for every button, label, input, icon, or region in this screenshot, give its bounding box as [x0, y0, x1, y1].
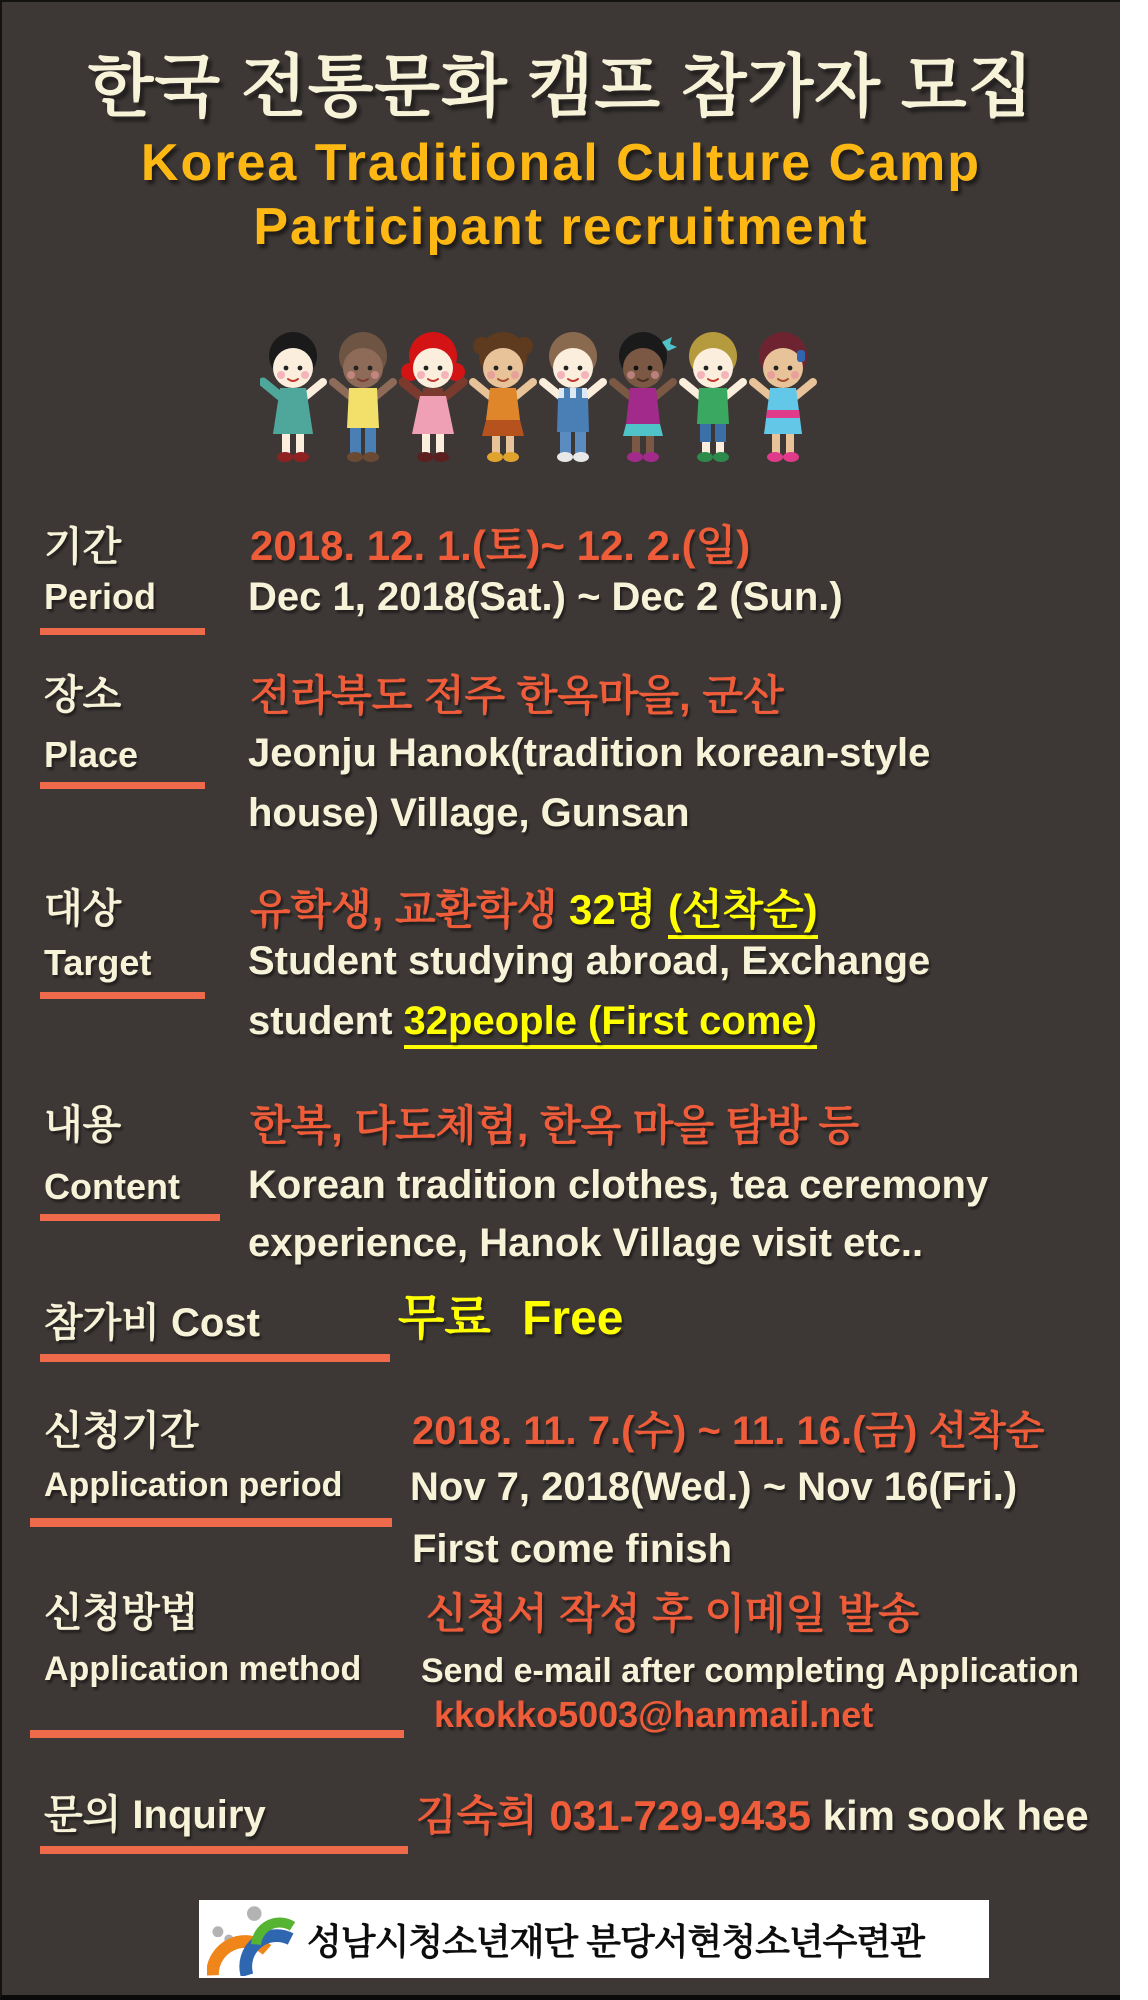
target-value-english-student: student	[248, 999, 404, 1043]
children-illustration	[260, 332, 822, 464]
cost-value-korean: 무료	[398, 1292, 491, 1345]
cost-value-english: Free	[522, 1292, 624, 1345]
application-method-value-korean: 신청서 작성 후 이메일 발송	[426, 1590, 919, 1637]
application-method-label-korean: 신청방법	[44, 1591, 199, 1635]
place-value-english-line2: house) Village, Gunsan	[248, 791, 690, 835]
inquiry-label: 문의 Inquiry	[44, 1793, 266, 1837]
cost-value	[398, 1294, 623, 1344]
content-label-korean: 내용	[44, 1103, 122, 1147]
seongnam-youth-foundation-logo-icon	[207, 1902, 307, 1976]
place-label-english: Place	[44, 734, 139, 775]
target-value-english-line2	[248, 1000, 817, 1042]
period-value-korean: 2018. 12. 1.(토)~ 12. 2.(일)	[250, 522, 751, 569]
target-value-korean-students: 유학생, 교환학생	[250, 886, 570, 933]
content-value-english-line1: Korean tradition clothes, tea ceremony	[248, 1163, 989, 1207]
application-period-label-korean: 신청기간	[44, 1409, 199, 1453]
application-period-value-korean: 2018. 11. 7.(수) ~ 11. 16.(금) 선착순	[412, 1409, 1045, 1453]
inquiry-underline	[40, 1846, 408, 1854]
content-label-english: Content	[44, 1166, 180, 1207]
application-period-underline	[30, 1518, 392, 1527]
application-period-value-english: Nov 7, 2018(Wed.) ~ Nov 16(Fri.)	[410, 1465, 1018, 1509]
place-underline	[40, 782, 205, 789]
organization-banner	[199, 1900, 989, 1978]
content-value-korean: 한복, 다도체험, 한옥 마을 탐방 등	[250, 1102, 860, 1149]
content-underline	[40, 1214, 220, 1221]
period-label-korean: 기간	[44, 525, 122, 569]
poster-title-english-line2: Participant recruitment	[253, 198, 869, 256]
content-value-english-line2: experience, Hanok Village visit etc..	[248, 1221, 924, 1265]
target-value-korean	[250, 888, 818, 932]
application-method-label-english: Application method	[44, 1650, 362, 1688]
target-label-english: Target	[44, 942, 152, 983]
target-label-korean: 대상	[44, 887, 122, 931]
period-underline	[40, 628, 205, 635]
place-label-korean: 장소	[44, 673, 122, 717]
cost-underline	[40, 1354, 390, 1362]
period-value-english: Dec 1, 2018(Sat.) ~ Dec 2 (Sun.)	[248, 575, 843, 619]
application-method-value-english: Send e-mail after completing Application	[421, 1652, 1080, 1690]
inquiry-contact-english: kim sook hee	[822, 1792, 1089, 1839]
place-value-korean: 전라북도 전주 한옥마을, 군산	[250, 672, 784, 719]
target-value-english-line1: Student studying abroad, Exchange	[248, 939, 931, 983]
period-label-english: Period	[44, 576, 157, 617]
application-method-email: kkokko5003@hanmail.net	[434, 1694, 874, 1735]
application-method-underline	[30, 1730, 404, 1738]
inquiry-contact-korean: 김숙희 031-729-9435	[416, 1792, 811, 1839]
target-value-english-firstcome: 32people (First come)	[404, 999, 817, 1049]
organization-name: 성남시청소년재단 분당서현청소년수련관	[307, 1920, 924, 1962]
inquiry-value	[416, 1794, 1089, 1838]
application-period-value-firstcome: First come finish	[412, 1527, 733, 1571]
target-value-korean-count: 32명	[569, 886, 668, 933]
cost-label: 참가비 Cost	[44, 1301, 260, 1345]
application-period-label-english: Application period	[44, 1466, 343, 1504]
place-value-english-line1: Jeonju Hanok(tradition korean-style	[248, 731, 931, 775]
target-underline	[40, 992, 205, 999]
poster-title-korean: 한국 전통문화 캠프 참가자 모집	[87, 49, 1035, 125]
target-value-korean-firstcome: (선착순)	[668, 886, 818, 939]
poster-title-english-line1: Korea Traditional Culture Camp	[140, 134, 982, 192]
